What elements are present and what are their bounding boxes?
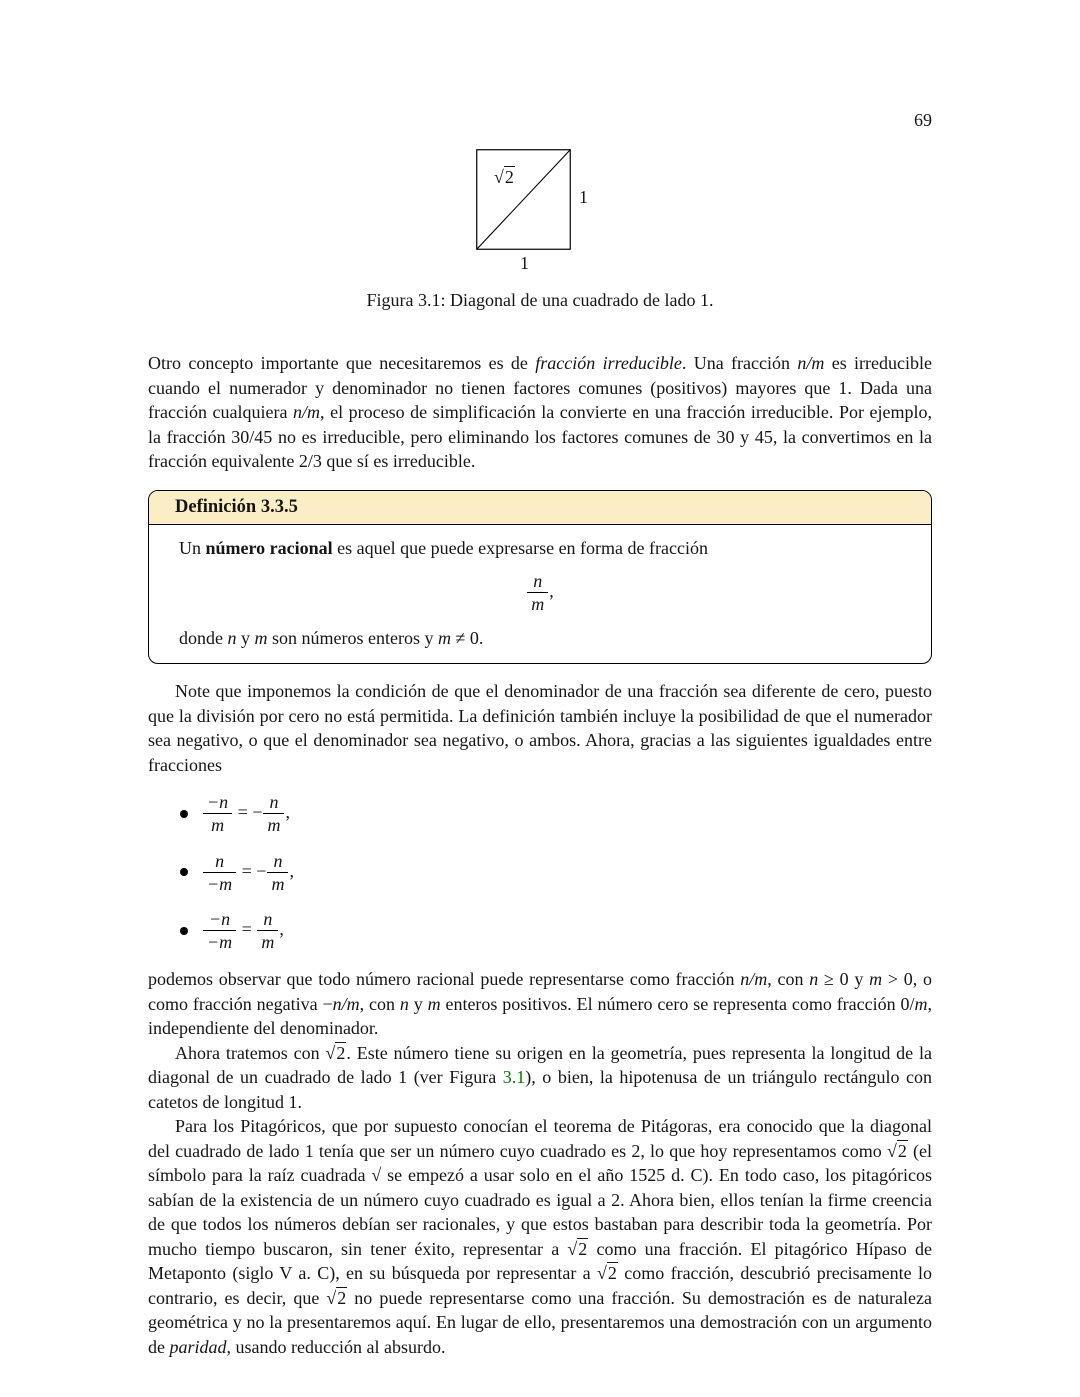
square-with-diagonal — [476, 149, 571, 250]
figure-caption: Figura 3.1: Diagonal de una cuadrado de lado 1. — [366, 290, 714, 310]
list-item — [180, 851, 932, 894]
figure-square-diagram — [476, 149, 588, 273]
list-item — [180, 792, 932, 835]
side-label-bottom: 1 — [520, 253, 529, 273]
fraction-identity: $\frac{-n}{m}$ = − $\frac{n}{m}$ , — [202, 792, 290, 835]
side-label-right: 1 — [579, 187, 588, 207]
figure-reference-link[interactable]: 3.1 — [502, 1067, 526, 1088]
definition-display-fraction: $\frac{n}{m}$ , — [179, 571, 901, 614]
paragraph-pitagoricos: Para los Pitagóricos, que por supuesto conocían el teorema de Pitágoras, era conocido que la diagonal del cuadrado de lado 1 tenía que ser un número cuyo cuadrado es 2, lo que hoy representamos como √2 (el símbolo para la raíz cuadrada √ se empezó a usar solo en el año 1525 d. C). En todo caso, los pitagóricos sabían de la existencia de un número cuyo cuadrado es igual a 2. Ahora bien, ellos tenían la firme creencia de que todos los números debían ser racionales, y que estos bastaban para describir toda la geometría. Por mucho tiempo buscaron, sin tener éxito, representar a √2 como una fracción. El pitagórico Hípaso de Metaponto (siglo V a. C), en su búsqueda por representar a √2 como fracción, descubrió precisamente lo contrario, es decir, que √2 no puede representarse como una fracción. Su demostración es de naturaleza geométrica y no la presentaremos aquí. En lugar de ello, presentaremos una demostración con un argumento de paridad, usando reducción al absurdo. — [148, 1116, 933, 1357]
bullet-icon — [180, 927, 188, 935]
main-text-column — [148, 351, 932, 1359]
definition-intro: Un número racional es aquel que puede expresarse en forma de fracción — [179, 538, 708, 558]
fraction-identity: $\frac{n}{-m}$ = − $\frac{n}{m}$ , — [202, 851, 294, 894]
fraction-identity: $\frac{-n}{-m}$ = $\frac{n}{m}$ , — [202, 909, 284, 952]
fraction-identity-list — [148, 792, 932, 952]
paragraph-fraccion-irreducible: Otro concepto importante que necesitaremos es de fracción irreducible. Una fracción n/m es irreducible cuando el numerador y denominador no tienen factores comunes (positivos) mayores que 1. Dada una fracción cualquiera n/m, el proceso de simplificación la convierte en una fracción irreducible. Por ejemplo, la fracción 30/45 no es irreducible, pero eliminando los factores comunes de 30 y 45, la convertimos en la fracción equivalente 2/3 que sí es irreducible. — [148, 353, 932, 471]
definition-box — [148, 490, 932, 665]
list-item — [180, 909, 932, 952]
paragraph-podemos-observar: podemos observar que todo número racional puede representarse como fracción n/m, con n ≥ 0 y m > 0, o como fracción negativa −n/m, con n y m enteros positivos. El número cero se representa como fracción 0/m, independiente del denominador. — [148, 969, 933, 1039]
definition-outro: donde n y m son números enteros y m ≠ 0. — [179, 627, 484, 648]
bullet-icon — [180, 810, 188, 818]
bullet-icon — [180, 868, 188, 876]
diagonal-label-sqrt2: √2 — [494, 167, 514, 187]
definition-box-title: Definición 3.3.5 — [149, 491, 931, 526]
page-number: 69 — [914, 110, 932, 130]
paragraph-note-denominador: Note que imponemos la condición de que el denominador de una fracción sea diferente de cero, puesto que la división por cero no está permitida. La definición también incluye la posibilidad de que el numerador sea negativo, o que el denominador sea negativo, o ambos. Ahora, gracias a las siguientes igualdades entre fracciones — [148, 681, 932, 775]
paragraph-ahora-tratemos: Ahora tratemos con √2. Este número tiene su origen en la geometría, pues representa la longitud de la diagonal de un cuadrado de lado 1 (ver Figura 3.1), o bien, la hipotenusa de un triángulo rectángulo con catetos de longitud 1. — [148, 1042, 932, 1112]
definition-box-body — [149, 525, 931, 663]
diagonal-line — [477, 150, 571, 250]
